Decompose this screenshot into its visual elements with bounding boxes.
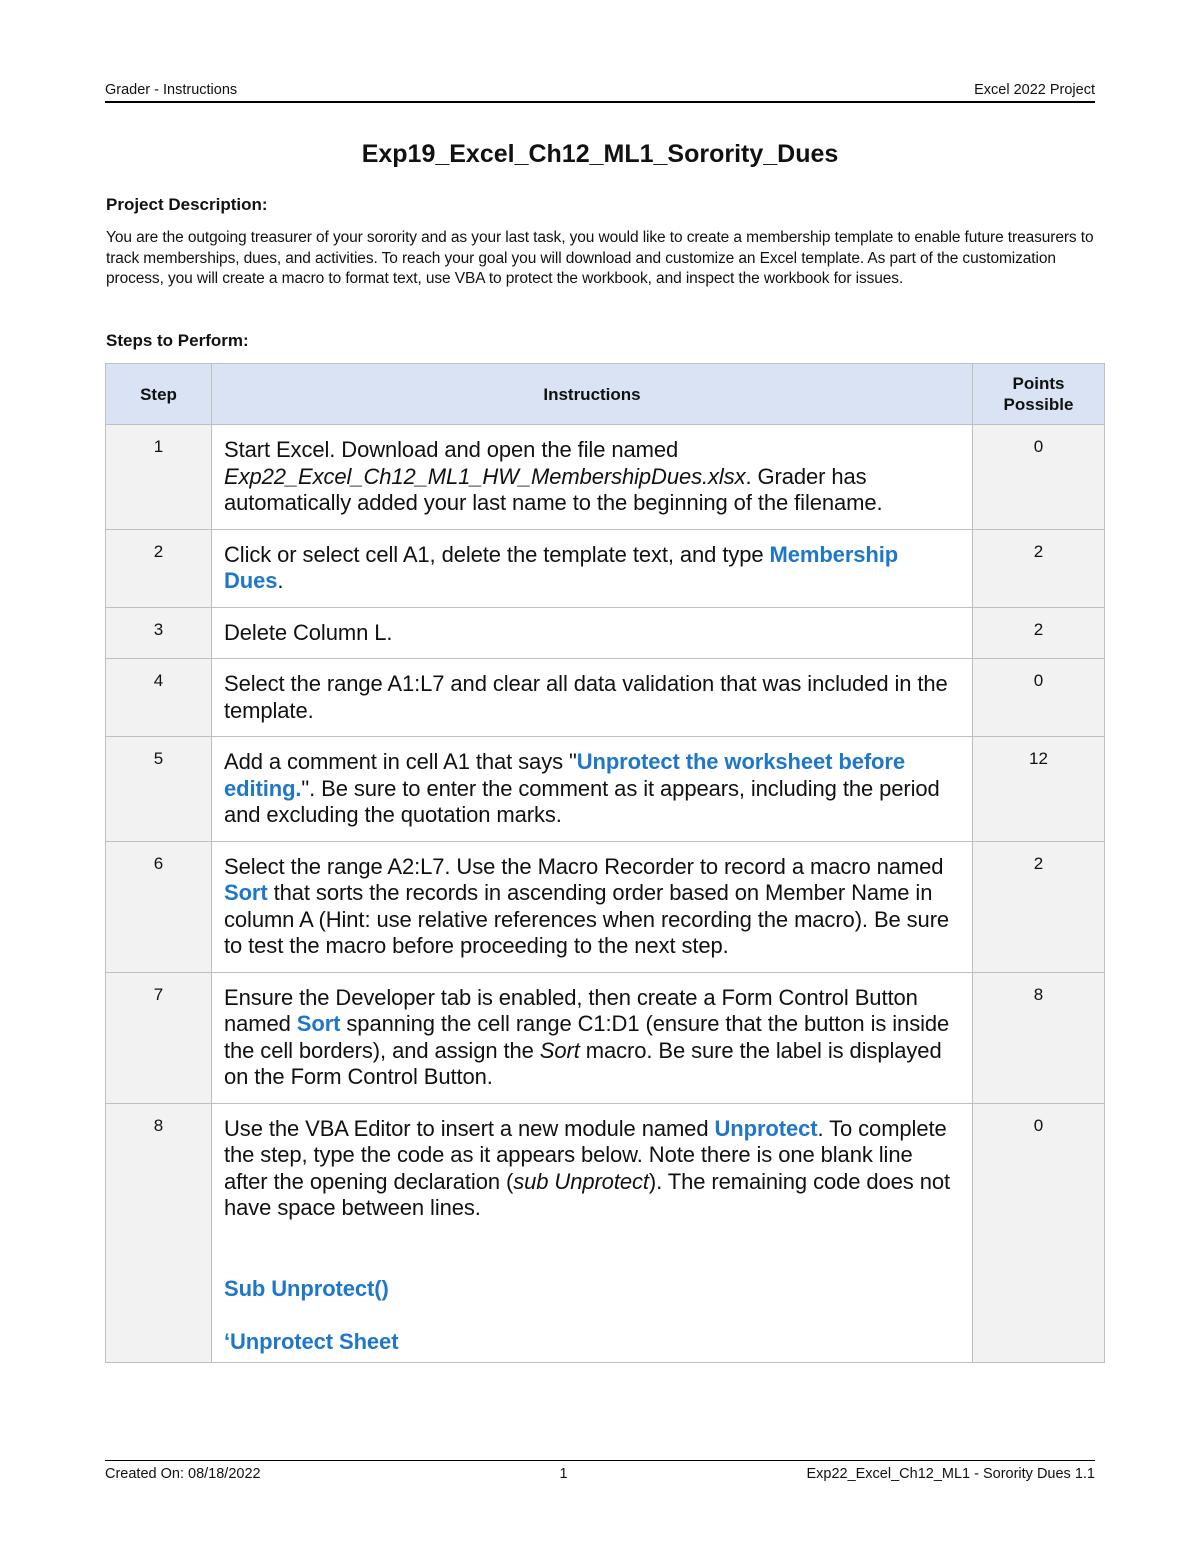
- file-name: Exp22_Excel_Ch12_ML1_HW_MembershipDues.xlsx: [224, 463, 746, 489]
- instr-text: ". Be sure to enter the comment as it appears, including the period and excluding the quotation marks.: [224, 775, 940, 827]
- highlight-text: Unprotect: [714, 1115, 818, 1141]
- table-row: [106, 1103, 1105, 1362]
- highlight-text: Sort: [296, 1011, 341, 1036]
- step-number: 4: [106, 659, 212, 737]
- step-points: 2: [973, 607, 1105, 659]
- step-points: 0: [973, 659, 1105, 737]
- table-row: [106, 659, 1105, 737]
- instr-text: Select the range A1:L7 and clear all data validation that was included in the template.: [224, 671, 948, 723]
- step-number: 8: [106, 1103, 212, 1362]
- page-header: [105, 82, 1095, 103]
- header-points: [973, 364, 1105, 425]
- header-points-label: Points Possible: [1003, 374, 1074, 414]
- table-row: [106, 425, 1105, 530]
- instr-text: spanning the cell range C1:D1 (ensure that the button is inside the cell borders), and assign the: [224, 1011, 950, 1063]
- table-row: [106, 607, 1105, 659]
- instr-text: .: [277, 568, 284, 593]
- highlight-text: Sort: [224, 880, 268, 905]
- instr-text: . Grader has automatically added your last name to the beginning of the filename.: [224, 463, 883, 515]
- highlight-text: Unprotect the worksheet before editing.: [224, 749, 905, 801]
- steps-table: [105, 363, 1105, 1363]
- instr-text: that sorts the records in ascending order based on Member Name in column A (Hint: use relative references when recording the macro). Be sure to test the macro before proceeding to the next step.: [224, 880, 950, 958]
- step-instructions: [212, 659, 973, 737]
- step-instructions: [212, 972, 973, 1103]
- header-step: Step: [106, 364, 212, 425]
- table-row: [106, 841, 1105, 972]
- code-line-2: ‘Unprotect Sheet: [224, 1329, 399, 1354]
- instr-text: Add a comment in cell A1 that says ": [224, 749, 577, 774]
- document-title: Exp19_Excel_Ch12_ML1_Sorority_Dues: [361, 140, 839, 168]
- step-number: 6: [106, 841, 212, 972]
- footer-left: Created On: 08/18/2022: [105, 1466, 261, 1482]
- code-line-1: Sub Unprotect(): [224, 1275, 389, 1301]
- table-row: [106, 529, 1105, 607]
- step-instructions: [212, 1103, 973, 1362]
- footer-page-number: 1: [559, 1466, 568, 1482]
- header-left: Grader - Instructions: [105, 82, 238, 98]
- project-description-heading: Project Description:: [106, 195, 268, 214]
- step-instructions: [212, 607, 973, 659]
- step-number: 2: [106, 529, 212, 607]
- step-points: 0: [973, 1103, 1105, 1362]
- step-points: 8: [973, 972, 1105, 1103]
- step-number: 5: [106, 737, 212, 842]
- instr-text: Start Excel. Download and open the file named: [224, 437, 679, 462]
- steps-heading: Steps to Perform:: [106, 331, 249, 350]
- instr-text: ). The remaining code does not have space between lines.: [224, 1168, 951, 1220]
- step-instructions: [212, 737, 973, 842]
- step-number: 7: [106, 972, 212, 1103]
- highlight-text: Membership Dues: [224, 541, 899, 593]
- header-instructions: Instructions: [212, 364, 973, 425]
- step-points: 2: [973, 841, 1105, 972]
- step-points: 2: [973, 529, 1105, 607]
- page-footer: [105, 1460, 1095, 1482]
- instr-text: macro. Be sure the label is displayed on the Form Control Button.: [224, 1037, 942, 1089]
- instr-text: . To complete the step, type the code as it appears below. Note there is one blank line after the opening declaration (: [224, 1115, 947, 1194]
- footer-right: Exp22_Excel_Ch12_ML1 - Sorority Dues 1.1: [806, 1466, 1095, 1482]
- instr-text: Ensure the Developer tab is enabled, then create a Form Control Button named: [224, 984, 918, 1036]
- instr-text: Click or select cell A1, delete the template text, and type: [224, 541, 770, 567]
- step-instructions: [212, 425, 973, 530]
- step-number: 1: [106, 425, 212, 530]
- step-points: 12: [973, 737, 1105, 842]
- step-number: 3: [106, 607, 212, 659]
- step-points: 0: [973, 425, 1105, 530]
- instr-text: Select the range A2:L7. Use the Macro Recorder to record a macro named: [224, 853, 944, 879]
- header-right: Excel 2022 Project: [974, 82, 1095, 98]
- step-instructions: [212, 841, 973, 972]
- project-description-text: You are the outgoing treasurer of your sorority and as your last task, you would like to create a membership template to enable future treasurers to track memberships, dues, and activities. To reach your goal you will download and customize an Excel template. As part of the customization process, you will create a macro to format text, use VBA to protect the workbook, and inspect the workbook for issues.: [106, 229, 1094, 287]
- table-header-row: [106, 364, 1105, 425]
- italic-text: sub Unprotect: [513, 1168, 649, 1194]
- step-instructions: [212, 529, 973, 607]
- italic-text: Sort: [539, 1037, 580, 1063]
- instr-text: Use the VBA Editor to insert a new module named: [224, 1115, 715, 1141]
- table-row: [106, 972, 1105, 1103]
- instr-text: Delete Column L.: [224, 619, 393, 645]
- table-row: [106, 737, 1105, 842]
